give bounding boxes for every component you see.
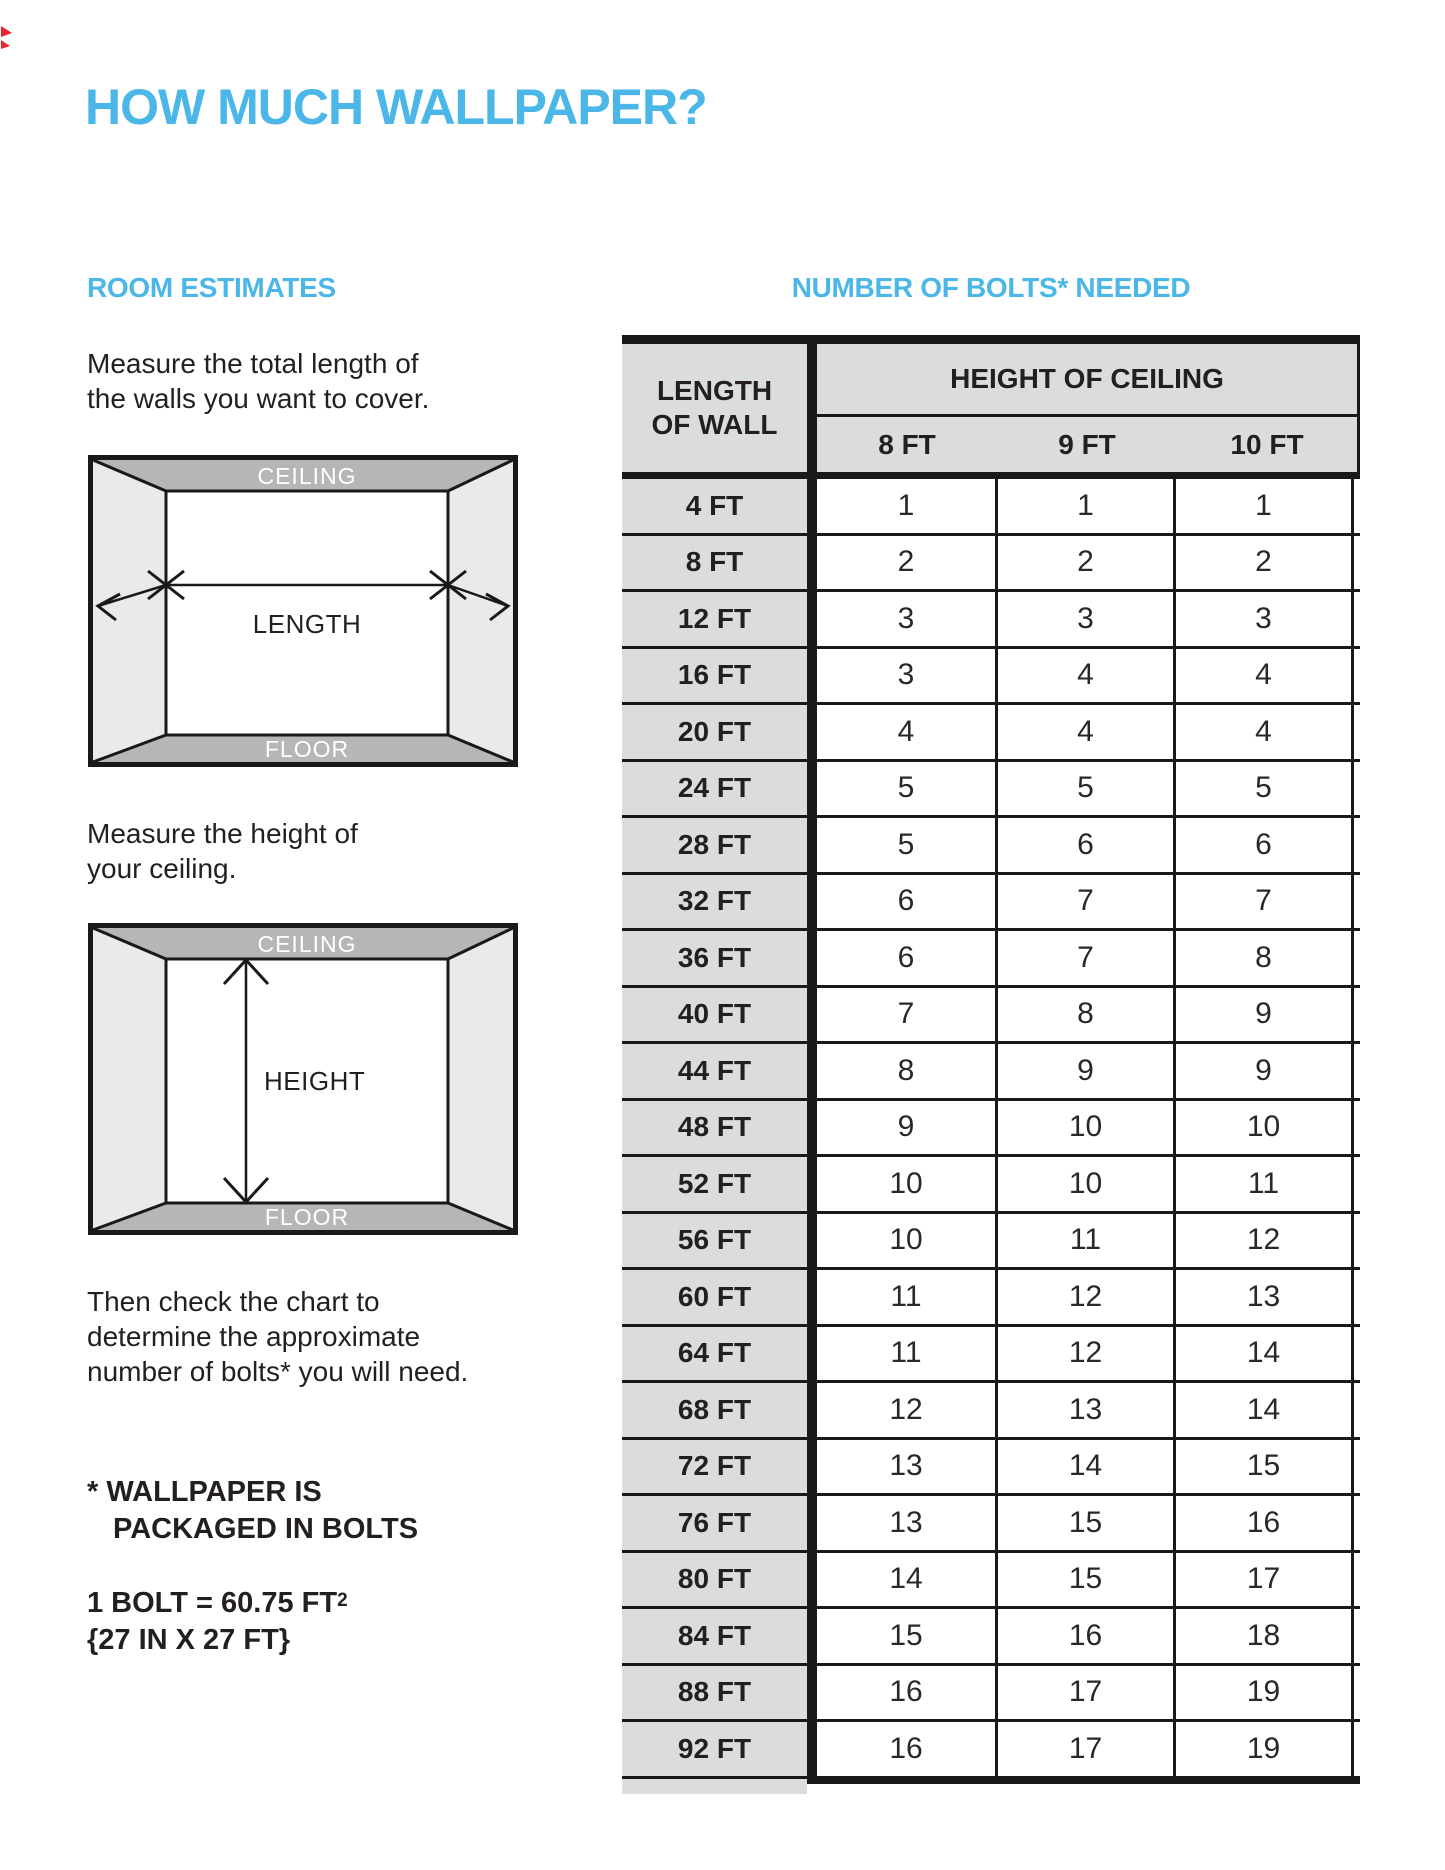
bolts-value-cell: 5	[1173, 762, 1354, 816]
bolts-value-cell: 15	[995, 1496, 1173, 1550]
bolts-value-cell: 7	[1173, 875, 1354, 929]
table-vertical-divider	[807, 988, 817, 1042]
wall-length-cell: 28 FT	[622, 818, 807, 872]
wall-length-cell: 80 FT	[622, 1553, 807, 1607]
table-row	[622, 1663, 1360, 1720]
table-vertical-divider	[807, 649, 817, 703]
table-row	[622, 928, 1360, 985]
table-row	[622, 872, 1360, 929]
table-vertical-divider	[807, 1044, 817, 1098]
length-label: LENGTH	[252, 609, 362, 639]
bolts-value-cell: 3	[817, 592, 995, 646]
table-row	[622, 759, 1360, 816]
wall-length-cell: 56 FT	[622, 1214, 807, 1268]
bolts-value-cell: 3	[995, 592, 1173, 646]
table-vertical-divider	[807, 344, 817, 472]
bolts-value-cell: 13	[817, 1496, 995, 1550]
crop-mark	[0, 24, 14, 50]
bolts-value-cell: 8	[1173, 931, 1354, 985]
table-row	[622, 589, 1360, 646]
instruction-step1	[87, 346, 429, 416]
right-wall	[448, 928, 513, 1230]
bolts-value-cell: 17	[995, 1722, 1173, 1776]
bolts-value-cell: 15	[817, 1609, 995, 1663]
bolts-value-cell: 10	[817, 1214, 995, 1268]
table-vertical-divider	[807, 1722, 817, 1776]
bolt-equation: 1 BOLT = 60.75 $FT^2$	[87, 1587, 348, 1619]
squared-superscript: 2	[337, 1590, 348, 1611]
table-row	[622, 533, 1360, 590]
table-vertical-divider	[807, 1553, 817, 1607]
bolts-value-cell: 3	[817, 649, 995, 703]
table-vertical-divider	[807, 1157, 817, 1211]
table-top-border	[622, 335, 1360, 344]
bolts-value-cell: 16	[817, 1722, 995, 1776]
bolts-value-cell: 4	[817, 705, 995, 759]
table-vertical-divider	[807, 1383, 817, 1437]
bolts-value-cell: 7	[817, 988, 995, 1042]
table-row	[622, 1211, 1360, 1268]
wall-length-cell: 16 FT	[622, 649, 807, 703]
table-vertical-divider	[807, 592, 817, 646]
bolts-value-cell: 10	[995, 1157, 1173, 1211]
bolts-value-cell: 6	[817, 931, 995, 985]
bolts-value-cell: 9	[817, 1101, 995, 1155]
wall-length-cell: 44 FT	[622, 1044, 807, 1098]
bolts-value-cell: 9	[1173, 988, 1354, 1042]
room-height-diagram	[88, 923, 518, 1235]
wall-length-cell: 88 FT	[622, 1666, 807, 1720]
floor-label: FLOOR	[264, 1204, 350, 1230]
bolts-value-cell: 2	[1173, 536, 1354, 590]
table-vertical-divider	[807, 875, 817, 929]
bolts-value-cell: 10	[1173, 1101, 1354, 1155]
footnote-asterisk: *	[87, 1476, 99, 1508]
bolts-value-cell: 12	[817, 1383, 995, 1437]
bolts-value-cell: 8	[995, 988, 1173, 1042]
header-line: OF WALL	[651, 409, 778, 440]
bolts-value-cell: 1	[995, 479, 1173, 533]
footnote-text: PACKAGED IN BOLTS	[113, 1513, 419, 1545]
instruction-line: Measure the total length of	[87, 348, 419, 379]
bolts-value-cell: 6	[995, 818, 1173, 872]
bolts-value-cell: 1	[817, 479, 995, 533]
table-header	[622, 344, 1360, 472]
left-wall	[93, 928, 166, 1230]
bolts-value-cell: 14	[817, 1553, 995, 1607]
bolts-value-cell: 14	[995, 1440, 1173, 1494]
table-row	[622, 646, 1360, 703]
bolts-value-cell: 6	[1173, 818, 1354, 872]
bolts-value-cell: 6	[817, 875, 995, 929]
table-vertical-divider	[807, 1214, 817, 1268]
instruction-step3	[87, 1284, 468, 1389]
table-body	[622, 479, 1360, 1776]
page-title: HOW MUCH WALLPAPER?	[85, 79, 707, 135]
wall-length-cell: 48 FT	[622, 1101, 807, 1155]
table-bottom-border	[622, 1776, 1360, 1794]
bolts-value-cell: 7	[995, 875, 1173, 929]
wall-length-cell: 64 FT	[622, 1327, 807, 1381]
bolt-dimensions: {27 IN X 27 FT}	[87, 1624, 291, 1656]
table-vertical-divider	[807, 479, 817, 533]
table-row	[622, 815, 1360, 872]
table-row	[622, 1550, 1360, 1607]
column-header-9ft: 9 FT	[1058, 428, 1116, 460]
bolts-value-cell: 19	[1173, 1722, 1354, 1776]
bolts-value-cell: 10	[817, 1157, 995, 1211]
bolts-value-cell: 13	[817, 1440, 995, 1494]
bolts-value-cell: 5	[817, 762, 995, 816]
instruction-line: the walls you want to cover.	[87, 383, 430, 414]
bolts-value-cell: 2	[995, 536, 1173, 590]
table-vertical-divider	[807, 1101, 817, 1155]
wall-length-cell: 76 FT	[622, 1496, 807, 1550]
bolts-value-cell: 11	[817, 1270, 995, 1324]
table-row	[622, 1154, 1360, 1211]
bolts-value-cell: 9	[1173, 1044, 1354, 1098]
table-row	[622, 1324, 1360, 1381]
bolts-value-cell: 12	[995, 1327, 1173, 1381]
bolts-value-cell: 9	[995, 1044, 1173, 1098]
bolts-value-cell: 17	[995, 1666, 1173, 1720]
wall-length-cell: 24 FT	[622, 762, 807, 816]
wall-length-cell: 32 FT	[622, 875, 807, 929]
bolts-value-cell: 5	[995, 762, 1173, 816]
wall-length-cell: 20 FT	[622, 705, 807, 759]
table-vertical-divider	[807, 1270, 817, 1324]
height-of-ceiling-header: HEIGHT OF CEILING	[817, 344, 1357, 414]
table-row	[622, 1719, 1360, 1776]
wall-length-cell: 52 FT	[622, 1157, 807, 1211]
table-row	[622, 1267, 1360, 1324]
bolts-value-cell: 14	[1173, 1383, 1354, 1437]
bolts-value-cell: 11	[817, 1327, 995, 1381]
table-vertical-divider	[807, 818, 817, 872]
bolts-value-cell: 10	[995, 1101, 1173, 1155]
bolts-value-cell: 16	[1173, 1496, 1354, 1550]
table-vertical-divider	[807, 705, 817, 759]
table-row	[622, 479, 1360, 533]
bolts-value-cell: 15	[995, 1553, 1173, 1607]
table-vertical-divider	[807, 1440, 817, 1494]
instruction-line: determine the approximate	[87, 1321, 421, 1352]
bolts-value-cell: 15	[1173, 1440, 1354, 1494]
instruction-line: number of bolts* you will need.	[87, 1356, 469, 1387]
table-vertical-divider	[807, 536, 817, 590]
bolts-value-cell: 13	[1173, 1270, 1354, 1324]
instruction-line: Then check the chart to	[87, 1286, 380, 1317]
instruction-line: Measure the height of	[87, 818, 358, 849]
wallpaper-bolts-footnote	[87, 1474, 418, 1548]
bolts-value-cell: 8	[817, 1044, 995, 1098]
wall-length-cell: 36 FT	[622, 931, 807, 985]
table-row	[622, 702, 1360, 759]
table-row	[622, 1493, 1360, 1550]
room-length-diagram	[88, 455, 518, 767]
bolts-value-cell: 3	[1173, 592, 1354, 646]
bolts-value-cell: 7	[995, 931, 1173, 985]
wall-length-cell: 92 FT	[622, 1722, 807, 1776]
bolts-value-cell: 4	[995, 705, 1173, 759]
bolts-value-cell: 19	[1173, 1666, 1354, 1720]
wall-length-cell: 84 FT	[622, 1609, 807, 1663]
column-header-10ft: 10 FT	[1230, 428, 1304, 460]
room-estimates-heading: ROOM ESTIMATES	[87, 272, 336, 303]
bolts-value-cell: 14	[1173, 1327, 1354, 1381]
table-row	[622, 1380, 1360, 1437]
wall-length-cell: 72 FT	[622, 1440, 807, 1494]
bolts-value-cell: 11	[1173, 1157, 1354, 1211]
ceiling-label: CEILING	[257, 931, 357, 957]
bolts-value-cell: 4	[995, 649, 1173, 703]
column-header-8ft: 8 FT	[878, 428, 936, 460]
bolts-value-cell: 13	[995, 1383, 1173, 1437]
wall-length-cell: 40 FT	[622, 988, 807, 1042]
bolt-size-note	[87, 1582, 348, 1659]
wall-length-cell: 8 FT	[622, 536, 807, 590]
floor-label: FLOOR	[264, 736, 350, 762]
table-row	[622, 1437, 1360, 1494]
bolts-value-cell: 11	[995, 1214, 1173, 1268]
bolts-value-cell: 12	[1173, 1214, 1354, 1268]
bolts-value-cell: 17	[1173, 1553, 1354, 1607]
bolts-value-cell: 5	[817, 818, 995, 872]
bolts-value-cell: 2	[817, 536, 995, 590]
table-vertical-divider	[807, 1327, 817, 1381]
header-line: LENGTH	[656, 375, 773, 406]
length-of-wall-header	[622, 344, 807, 472]
table-vertical-divider	[807, 931, 817, 985]
footnote-text: WALLPAPER IS	[106, 1476, 322, 1508]
table-row	[622, 1041, 1360, 1098]
bolts-value-cell: 18	[1173, 1609, 1354, 1663]
table-vertical-divider	[807, 1666, 817, 1720]
bolts-value-cell: 16	[995, 1609, 1173, 1663]
table-vertical-divider	[807, 762, 817, 816]
instruction-line: your ceiling.	[87, 853, 237, 884]
wall-length-cell: 4 FT	[622, 479, 807, 533]
wall-length-cell: 68 FT	[622, 1383, 807, 1437]
bolts-value-cell: 4	[1173, 649, 1354, 703]
height-label: HEIGHT	[264, 1066, 366, 1096]
wall-length-cell: 60 FT	[622, 1270, 807, 1324]
table-row	[622, 985, 1360, 1042]
table-row	[622, 1606, 1360, 1663]
bolts-value-cell: 12	[995, 1270, 1173, 1324]
table-vertical-divider	[807, 1609, 817, 1663]
wall-length-cell: 12 FT	[622, 592, 807, 646]
table-row	[622, 1098, 1360, 1155]
bolts-needed-heading: NUMBER OF BOLTS* NEEDED	[791, 272, 1191, 303]
header-bottom-border	[622, 472, 1360, 479]
bolts-needed-table	[622, 335, 1360, 1794]
bolts-value-cell: 4	[1173, 705, 1354, 759]
ceiling-label: CEILING	[257, 463, 357, 489]
ceiling-height-columns	[817, 417, 1357, 472]
bolts-value-cell: 16	[817, 1666, 995, 1720]
table-vertical-divider	[807, 1496, 817, 1550]
bolts-value-cell: 1	[1173, 479, 1354, 533]
instruction-step2	[87, 816, 358, 886]
